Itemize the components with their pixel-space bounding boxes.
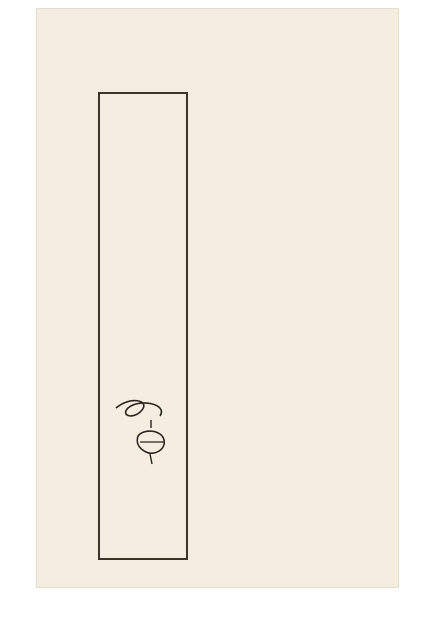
scanned-page bbox=[36, 8, 399, 588]
comic-title-box bbox=[98, 92, 188, 560]
spinning-top-doodle bbox=[110, 390, 180, 466]
